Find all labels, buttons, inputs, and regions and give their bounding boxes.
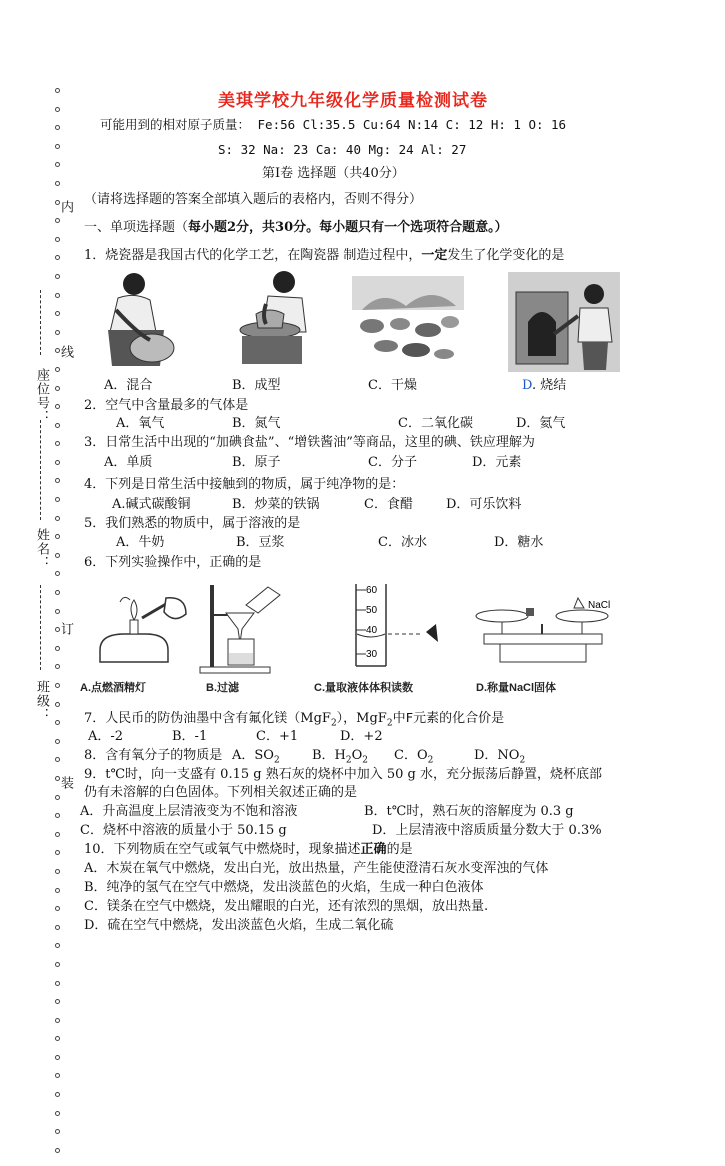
q5-option-d[interactable]: D．糖水	[494, 535, 544, 550]
q9-option-d[interactable]: D．上层清液中溶质质量分数大于 0.3%	[372, 823, 602, 838]
q6-tick-50: 50	[366, 605, 378, 616]
atomic-mass-line1: 可能用到的相对原子质量： Fe:56 Cl:35.5 Cu:64 N:14 C: 12 H: 1 O: 16	[100, 117, 567, 132]
q9-option-b[interactable]: B．t℃时，熟石灰的溶解度为 0.3 g	[364, 804, 574, 819]
q4-option-c[interactable]: C．食醋	[364, 497, 413, 512]
q7-option-c[interactable]: C．+1	[256, 729, 299, 744]
q9-option-c[interactable]: C．烧杯中溶液的质量小于 50.15 g	[80, 823, 287, 838]
q3-option-a[interactable]: A．单质	[104, 455, 153, 470]
q6-option-b[interactable]: B.过滤	[206, 682, 239, 694]
q2-option-b[interactable]: B．氮气	[232, 416, 281, 431]
q10-option-a[interactable]: A．木炭在氧气中燃烧，发出白光，放出热量，产生能使澄清石灰水变浑浊的气体	[84, 861, 549, 876]
q6-option-d[interactable]: D.称量NaCl固体	[476, 682, 557, 694]
q7-option-d[interactable]: D．+2	[340, 729, 383, 744]
q4-option-d[interactable]: D．可乐饮料	[446, 497, 522, 512]
exam-title: 美琪学校九年级化学质量检测试卷	[218, 91, 488, 111]
q5-option-a[interactable]: A．牛奶	[116, 535, 165, 550]
q1-image-shaping	[222, 268, 322, 368]
q7-stem: 7．人民币的防伪油墨中含有氟化镁（MgF$_2$），MgF$_2$中F元素的化合价是	[84, 710, 505, 729]
q4-option-b[interactable]: B．炒菜的铁锅	[232, 497, 320, 512]
margin-ding: 订	[58, 622, 73, 636]
q3-option-b[interactable]: B．原子	[232, 455, 281, 470]
q5-option-b[interactable]: B．豆浆	[236, 535, 285, 550]
q5-option-c[interactable]: C．冰水	[378, 535, 427, 550]
q8-stem: 8．含有氧分子的物质是	[84, 748, 223, 763]
part1-heading: 第Ⅰ卷 选择题（共40分）	[262, 166, 405, 181]
q6-tick-30: 30	[366, 649, 378, 660]
q6-tick-40: 40	[366, 625, 378, 636]
q4-option-a[interactable]: A.碱式碳酸铜	[112, 497, 191, 512]
q8-option-d[interactable]: D．$NO_2$	[474, 748, 526, 766]
q9-stem-line2: 仍有未溶解的白色固体。下列相关叙述正确的是	[84, 785, 358, 800]
q6-image-cylinder	[340, 582, 460, 668]
atomic-mass-line2: S: 32 Na: 23 Ca: 40 Mg: 24 Al: 27	[218, 142, 467, 157]
margin-xian: 线	[58, 345, 73, 359]
q6-nacl-label: NaCl	[588, 600, 611, 611]
seat-line	[40, 290, 41, 355]
name-line	[40, 585, 41, 670]
q6-tick-60: 60	[366, 585, 378, 596]
q10-option-d[interactable]: D．硫在空气中燃烧，发出淡蓝色火焰，生成二氧化硫	[84, 918, 394, 933]
q9-stem-line1: 9．t℃时，向一支盛有 0.15 g 熟石灰的烧杯中加入 50 g 水，充分振荡后静置，烧杯底部	[84, 767, 602, 782]
q8-option-b[interactable]: B．$H_2O_2$	[312, 748, 369, 766]
q1-image-mixing	[88, 270, 188, 370]
q8-option-c[interactable]: C．$O_2$	[394, 748, 434, 766]
class-label: 班级：	[34, 680, 49, 722]
q4-stem: 4．下列是日常生活中接触到的物质，属于纯净物的是：	[84, 477, 405, 492]
q3-option-d[interactable]: D．元素	[472, 455, 522, 470]
q1-option-a[interactable]: A．混合	[104, 378, 153, 393]
q2-option-d[interactable]: D．氦气	[516, 416, 566, 431]
q9-option-a[interactable]: A．升高温度上层清液变为不饱和溶液	[80, 804, 298, 819]
q1-option-d[interactable]: D. 烧结	[522, 378, 567, 393]
name-line-top	[40, 420, 41, 520]
name-label: 姓名：	[34, 528, 49, 570]
q10-option-c[interactable]: C．镁条在空气中燃烧，发出耀眼的白光，还有浓烈的黑烟，放出热量.	[84, 899, 489, 914]
q7-option-a[interactable]: A．-2	[88, 729, 124, 744]
margin-nei: 内	[58, 200, 73, 214]
q7-option-b[interactable]: B．-1	[172, 729, 208, 744]
q1-option-b[interactable]: B．成型	[232, 378, 281, 393]
q1-option-c[interactable]: C．干燥	[368, 378, 417, 393]
q3-stem: 3．日常生活中出现的“加碘食盐”、“增铁酱油”等商品，这里的碘、铁应理解为	[84, 435, 535, 450]
q6-image-alcohol-lamp	[90, 590, 190, 672]
section1-heading: 一、单项选择题（每小题2分，共30分。每小题只有一个选项符合题意。）	[84, 220, 508, 235]
q1-image-firing	[508, 272, 620, 372]
q1-image-drying	[352, 276, 464, 366]
seat-label: 座位号：	[34, 368, 49, 424]
q8-option-a[interactable]: A．$SO_2$	[232, 748, 280, 766]
q1-stem: 1．烧瓷器是我国古代的化学工艺，在陶瓷器 制造过程中，一定发生了化学变化的是	[84, 248, 565, 263]
q5-stem: 5．我们熟悉的物质中，属于溶液的是	[84, 516, 301, 531]
q6-stem: 6．下列实验操作中，正确的是	[84, 555, 262, 570]
instruction: （请将选择题的答案全部填入题后的表格内，否则不得分）	[84, 192, 423, 207]
q10-stem: 10．下列物质在空气或氧气中燃烧时，现象描述正确的是	[84, 842, 413, 857]
q6-option-a[interactable]: A.点燃酒精灯	[80, 682, 146, 694]
q10-option-b[interactable]: B．纯净的氢气在空气中燃烧，发出淡蓝色的火焰，生成一种白色液体	[84, 880, 484, 895]
q3-option-c[interactable]: C．分子	[368, 455, 417, 470]
q6-image-filtering	[198, 583, 288, 675]
margin-zhuang: 装	[58, 776, 73, 790]
q6-image-balance	[470, 594, 620, 670]
q2-stem: 2．空气中含量最多的气体是	[84, 398, 249, 413]
q6-option-c[interactable]: C.量取液体体积读数	[314, 682, 413, 694]
q2-option-c[interactable]: C．二氧化碳	[398, 416, 473, 431]
q2-option-a[interactable]: A．氧气	[116, 416, 165, 431]
